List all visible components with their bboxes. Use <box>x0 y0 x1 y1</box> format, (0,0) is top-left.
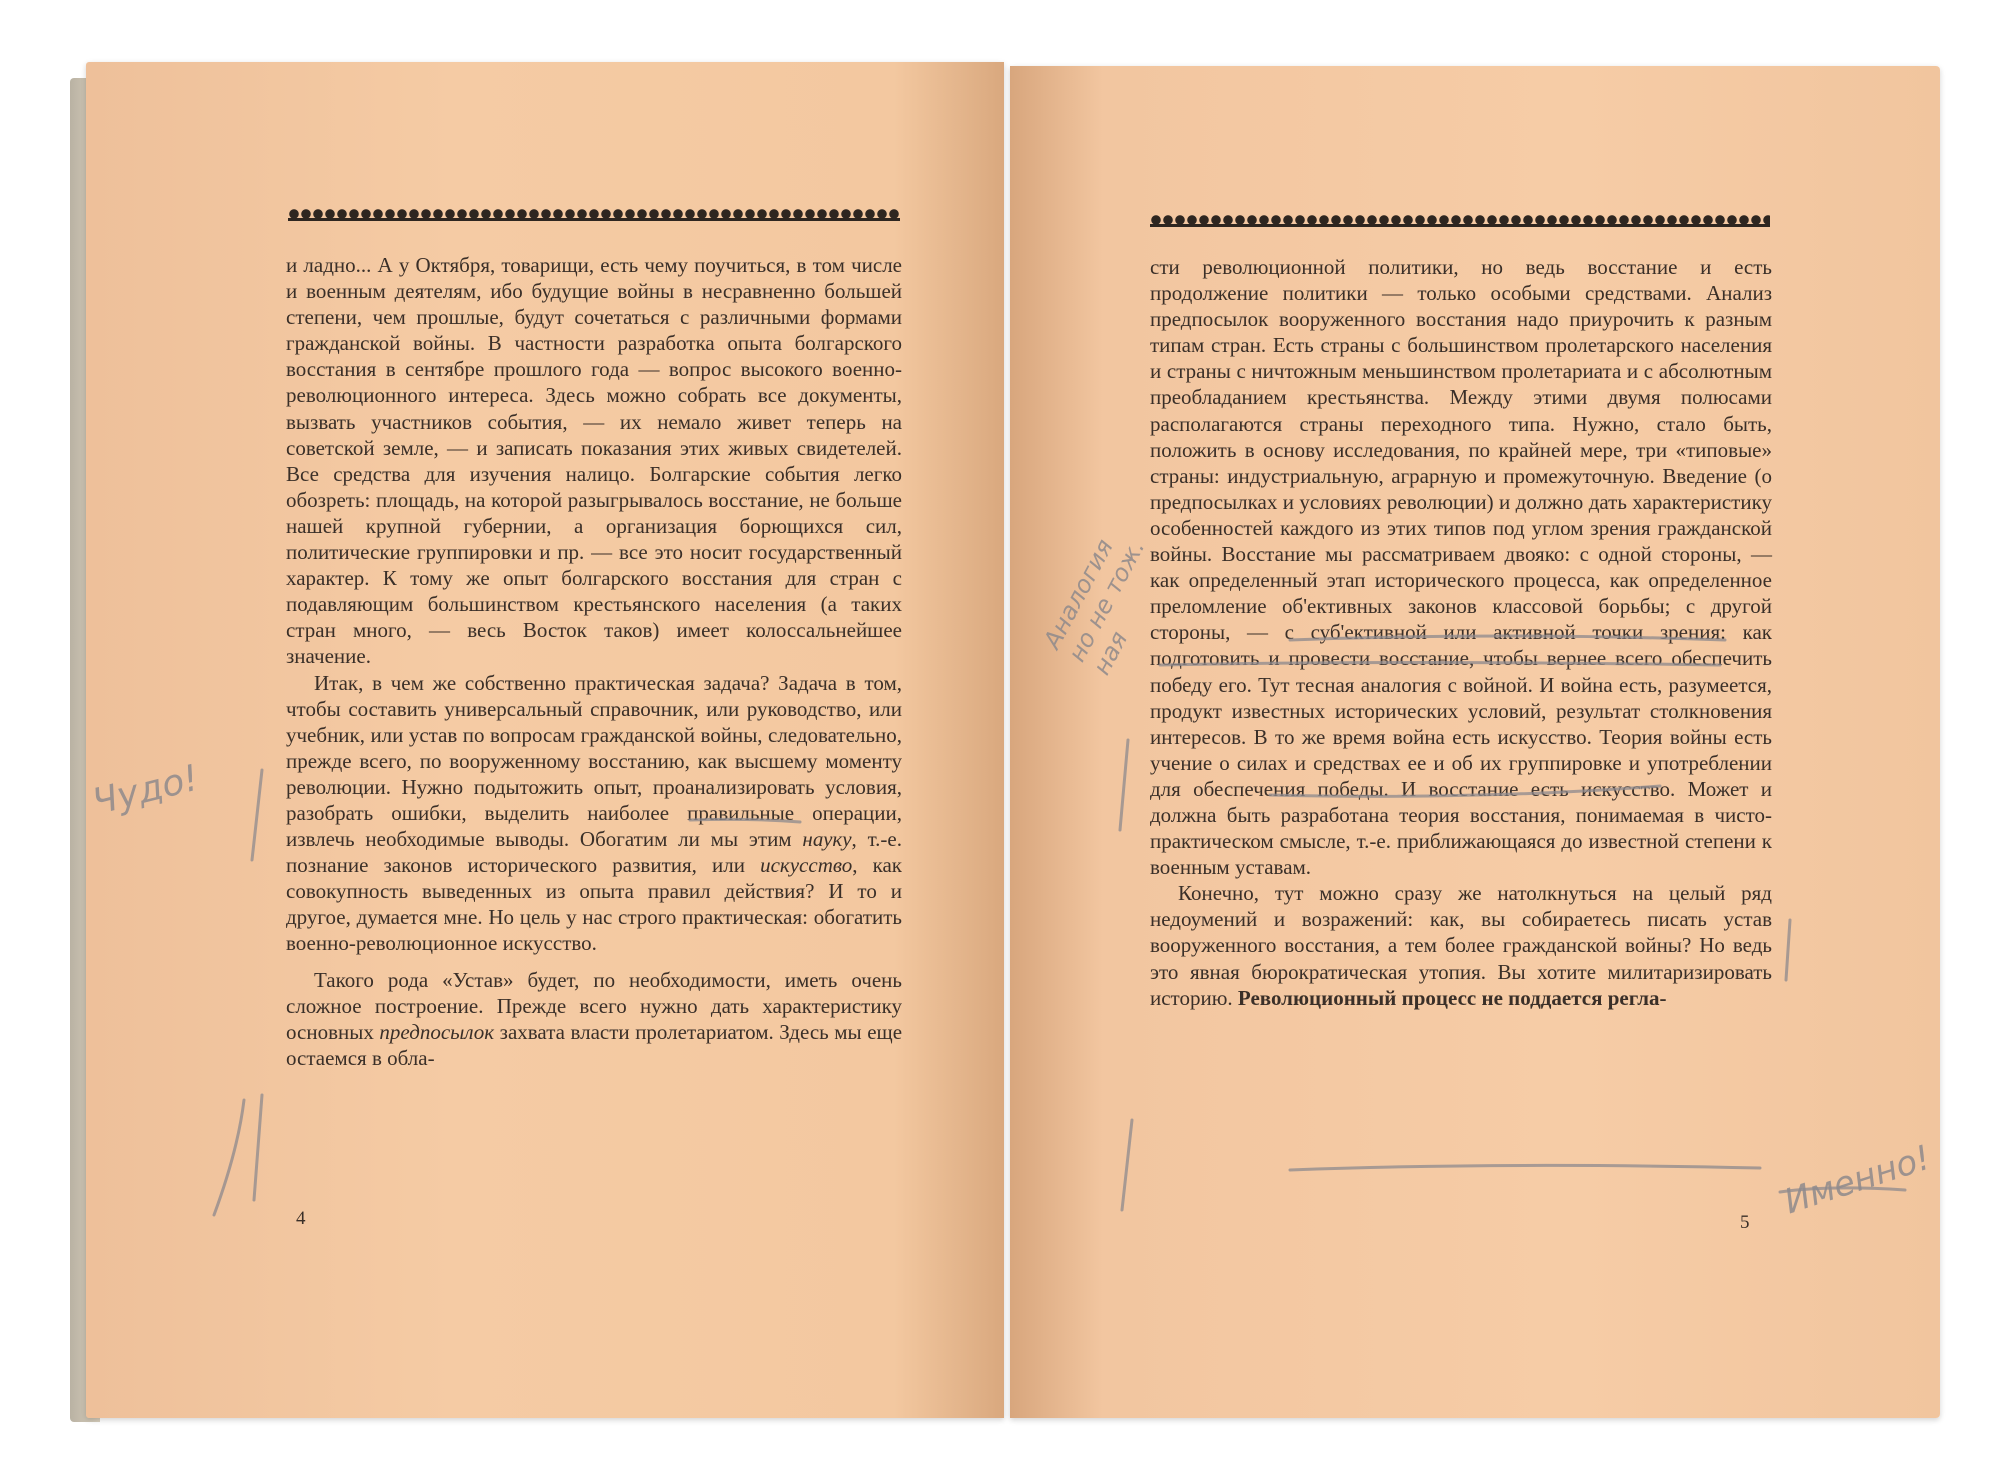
right-p2-start: Конечно, тут можно сразу же натолкнуться на целый ряд недоумений и возражений: как, вы собираетесь писать устав вооруженного восстания, а тем более гражданской войны? Но ведь это явная бюрократическая утопия. Вы хотите милитаризировать историю. <box>1150 881 1772 1010</box>
left-p2-italic-iskusstvo: искусство <box>760 853 853 878</box>
left-page-text <box>286 252 902 1071</box>
handwritten-note-right-margin: Аналогия но не тож. ная <box>1038 534 1151 680</box>
left-p2-start: Итак, в чем же собственно практическая задача? Задача в том, чтобы составить универсальный справочник, или руководство, или учебник, или устав по вопросам гражданской войны, следовательно, прежде всего, по вооруженному восстанию, как высшему моменту революции. Нужно подытожить опыт, проанализировать условия, разобрать ошибки, выделить наиболее правильные операции, извлечь необходимые выводы. Обогатим ли мы этим <box>286 670 902 852</box>
left-p3-start: Такого рода «Устав» будет, по необходимости, иметь очень сложное построение. Прежде всего нужно дать характеристику основных <box>286 967 902 1044</box>
right-page-text <box>1150 254 1772 1011</box>
left-p3-end: захвата власти пролетариатом. Здесь мы еще остаемся в обла- <box>286 1019 903 1070</box>
left-p2-mid: , т.-е. познание законов исторического развития, или <box>286 827 902 878</box>
left-p2-italic-nauku: науку <box>802 827 852 852</box>
left-paragraph-1: и ладно... А у Октября, товарищи, есть чему поучиться, в том числе и военным деятелям, ибо будущие войны в несравненно большей степени, чем прошлые, будут сочетаться с различными формами гражданской войны. В частности разработка опыта болгарского восстания в сентябре прошлого года — вопрос высокого военно-революционного интереса. Здесь можно собрать все документы, вызвать участников события, — их немало живет теперь на советской земле, — и записать показания этих живых свидетелей. Все средства для изучения налицо. Болгарские события легко обозреть: площадь, на которой разыгрывалось восстание, не больше нашей крупной губернии, а организация борющихся сил, политические группировки и пр. — все это носит государственный характер. К тому же опыт болгарского восстания для стран с подавляющим большинством крестьянского населения (а таких стран много, — весь Восток таков) имеет колоссальнейшее значение. <box>286 253 902 669</box>
left-page-number: 4 <box>296 1208 306 1229</box>
handwritten-note-left: Чудо! <box>88 757 203 824</box>
left-p3-italic: предпосылок <box>379 1019 495 1044</box>
right-p2-bold: Революционный процесс не поддается регла- <box>1237 985 1667 1010</box>
left-p2-end: , как совокупность выведенных из опыта правил действия? И то и другое, думается мне. Но цель у нас строго практическая: обогатить военно-революционное искусство. <box>286 853 902 956</box>
handwritten-note-right-bottom: Именно! <box>1779 1137 1936 1223</box>
left-paragraph-3 <box>286 967 902 1071</box>
right-paragraph-1: сти революционной политики, но ведь восстание и есть продолжение политики — только особыми средствами. Анализ предпосылок вооруженного восстания надо приурочить к разным типам стран. Есть страны с большинством пролетарского населения и страны с ничтожным меньшинством пролетариата и с абсолютным преобладанием крестьянства. Между этими двумя полюсами располагаются страны переходного типа. Нужно, стало быть, положить в основу исследования, по крайней мере, три «типовые» страны: индустриальную, аграрную и промежуточную. Введение (о предпосылках и условиях революции) и должно дать характеристику особенностей каждого из этих типов под углом зрения гражданской войны. Восстание мы рассматриваем двояко: с одной стороны, — как определенный этап исторического процесса, как определенное преломление об'ективных законов классовой борьбы; с другой стороны, — с суб'ективной или активной точки зрения: как подготовить и провести восстание, чтобы вернее всего обеспечить победу его. Тут тесная аналогия с войной. И война есть, разумеется, продукт известных исторических условий, результат столкновения интересов. В то же время война есть искусство. Теория войны есть учение о силах и средствах ее и об их группировке и употреблении для обеспечения победы. И восстание есть искусство. Может и должна быть разработана теория восстания, понимаемая в чисто-практическом смысле, т.-е. приближающаяся до известной степени к военным уставам. <box>1150 255 1772 880</box>
left-header-ornament <box>288 208 900 222</box>
right-paragraph-2 <box>1150 880 1772 1010</box>
right-page-number: 5 <box>1740 1212 1750 1233</box>
left-paragraph-2 <box>286 670 902 957</box>
right-header-ornament <box>1150 214 1770 228</box>
